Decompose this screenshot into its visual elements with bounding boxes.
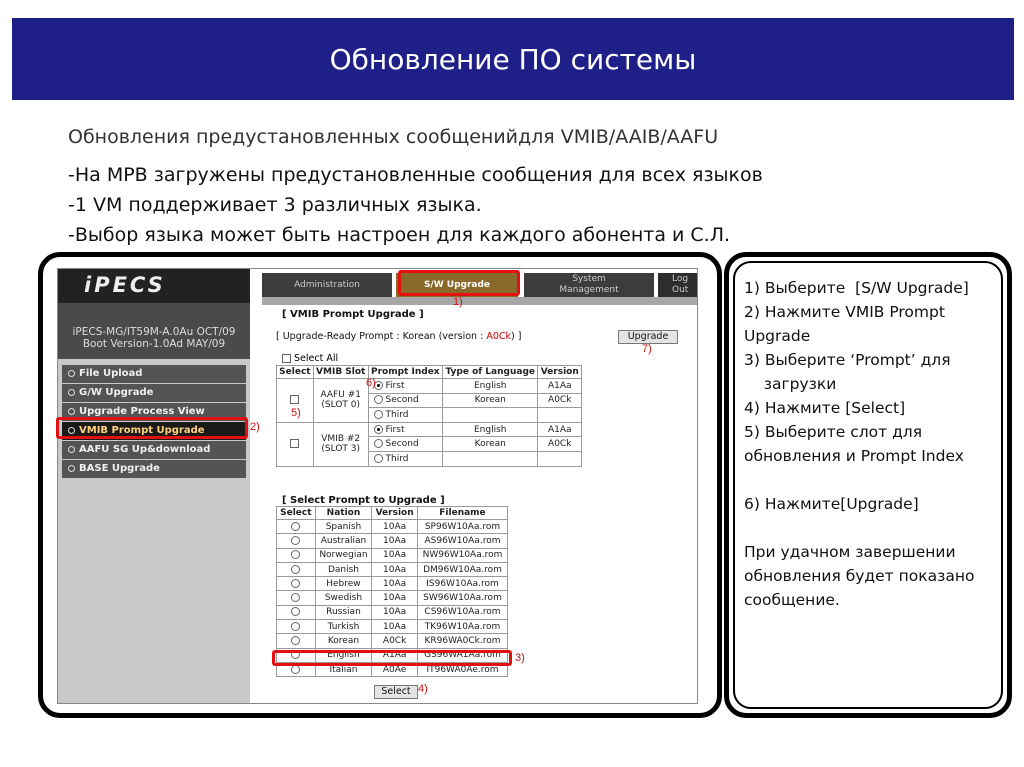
ipecs-web-admin (57, 268, 698, 704)
highlight-english-row (272, 650, 512, 666)
slot-name-cell: AAFU #1 (SLOT 0) (313, 379, 368, 423)
highlight-vmib-prompt-upgrade (56, 417, 248, 439)
prompt-index-radio[interactable] (374, 454, 383, 463)
table-row: Third (277, 408, 582, 423)
menu-item-vmib-prompt-upgrade[interactable]: VMIB Prompt Upgrade (62, 422, 246, 440)
menu-item-base-upgrade[interactable]: BASE Upgrade (62, 460, 246, 478)
intro-bullet: -1 VM поддерживает 3 различных языка. (68, 194, 482, 216)
table-row: English A1Aa GS96WA1Aa.rom (277, 648, 508, 662)
steps-list (744, 276, 1006, 612)
left-panel (58, 269, 250, 704)
step-item (744, 516, 1006, 540)
upgrade-ready-prompt: [ Upgrade-Ready Prompt : Korean (version : A0Ck) ] (276, 331, 522, 342)
menu-item-aafu-sg[interactable]: AAFU SG Up&download (62, 441, 246, 459)
header-strip (262, 297, 698, 305)
section-title-select-prompt: [ Select Prompt to Upgrade ] (282, 495, 445, 506)
prompt-radio[interactable] (291, 522, 300, 531)
prompt-index-radio[interactable] (374, 395, 383, 404)
intro-heading: Обновления предустановленных сообщенийдля VMIB/AAIB/AAFU (68, 126, 719, 148)
prompt-table: Select Nation Version Filename Spanish 10Aa SP96W10Aa.rom Australian 10Aa AS96W10Aa.rom Norwegian 10Aa NW96W10Aa.rom Danish 10Aa DM96W10Aa.rom Hebrew 10Aa IS96W10Aa.rom Swedish 10Aa SW96W10Aa.rom Russian 10Aa CS96W10Aa.rom Turkish 10Aa TK96W10Aa.rom Korean A0Ck KR96WA0Ck.rom English A1Aa GS96WA1Aa.rom Italian A0Ae IT96WA0Ae.rom (276, 506, 508, 677)
step-item: 4) Нажмите [Select] (744, 399, 906, 417)
logo-bar (58, 269, 250, 303)
callout-5: 5) (291, 407, 301, 419)
menu-item-upgrade-process-view[interactable]: Upgrade Process View (62, 403, 246, 421)
prompt-radio[interactable] (291, 536, 300, 545)
prompt-index-radio[interactable] (374, 410, 383, 419)
step-item: При удачном завершении обновления будет показано сообщение. (744, 543, 980, 609)
step-item: 1) Выберите [S/W Upgrade] (744, 279, 969, 297)
main-content (262, 297, 698, 704)
select-all-checkbox[interactable] (282, 354, 291, 363)
table-row: Third (277, 451, 582, 466)
slide-title: Обновление ПО системы (329, 42, 697, 76)
table-row: VMIB #2 (SLOT 3) First English A1Aa (277, 422, 582, 437)
slot-table: Select VMIB Slot Prompt Index Type of Language Version AAFU #1 (SLOT 0) First English A1Aa Second Korean A0Ck Third VMIB #2 (SLOT 3) First English A1Aa Second Korean A0Ck Third (276, 365, 582, 467)
table-row: Australian 10Aa AS96W10Aa.rom (277, 534, 508, 548)
step-item (744, 468, 1006, 492)
prompt-index-radio[interactable] (374, 439, 383, 448)
slot-name-cell: VMIB #2 (SLOT 3) (313, 422, 368, 466)
prompt-radio[interactable] (291, 622, 300, 631)
callout-4: 4) (418, 683, 428, 695)
callout-3: 3) (515, 652, 525, 664)
bullet-icon (68, 465, 75, 472)
callout-6: 6) (366, 377, 376, 389)
prompt-radio[interactable] (291, 607, 300, 616)
callout-2: 2) (250, 421, 260, 433)
prompt-radio[interactable] (291, 593, 300, 602)
step-item: 6) Нажмите[Upgrade] (744, 495, 919, 513)
slide-title-bar (12, 18, 1014, 100)
highlight-sw-upgrade (398, 270, 520, 296)
step-item: 2) Нажмите VMIB Prompt Upgrade (744, 303, 950, 345)
intro-block (68, 126, 763, 250)
callout-1: 1) (453, 296, 463, 308)
table-row: Italian A0Ae IT96WA0Ae.rom (277, 662, 508, 676)
step-item: 3) Выберите ‘Prompt’ для загрузки (744, 351, 951, 393)
menu-item-file-upload[interactable]: File Upload (62, 365, 246, 383)
prompt-radio[interactable] (291, 579, 300, 588)
menu-item-gw-upgrade[interactable]: G/W Upgrade (62, 384, 246, 402)
bullet-icon (68, 389, 75, 396)
table-row: Spanish 10Aa SP96W10Aa.rom (277, 520, 508, 534)
bullet-icon (68, 370, 75, 377)
table-row: Danish 10Aa DM96W10Aa.rom (277, 562, 508, 576)
intro-bullet: -Выбор языка может быть настроен для каждого абонента и С.Л. (68, 224, 731, 246)
table-row: Second Korean A0Ck (277, 393, 582, 408)
select-all: Select All (282, 353, 338, 364)
slot-checkbox[interactable] (290, 439, 299, 448)
slot-select-cell (277, 422, 314, 466)
prompt-radio[interactable] (291, 550, 300, 559)
table-row: Second Korean A0Ck (277, 437, 582, 452)
tab-system-management[interactable]: System Management (524, 273, 654, 297)
table-row: Turkish 10Aa TK96W10Aa.rom (277, 620, 508, 634)
table-row: AAFU #1 (SLOT 0) First English A1Aa (277, 379, 582, 394)
section-title-vmib: [ VMIB Prompt Upgrade ] (282, 309, 424, 320)
table-row: Swedish 10Aa SW96W10Aa.rom (277, 591, 508, 605)
table-row: Korean A0Ck KR96WA0Ck.rom (277, 634, 508, 648)
table-row: Hebrew 10Aa IS96W10Aa.rom (277, 577, 508, 591)
bullet-icon (68, 446, 75, 453)
slot-checkbox[interactable] (290, 395, 299, 404)
step-item: 5) Выберите слот для обновления и Prompt Index (744, 423, 964, 465)
intro-bullet: -На МРВ загружены предустановленные сообщения для всех языков (68, 164, 763, 186)
select-button[interactable]: Select (374, 685, 418, 699)
upgrade-button[interactable]: Upgrade (618, 330, 678, 344)
prompt-radio[interactable] (291, 636, 300, 645)
system-version: iPECS-MG/IT59M-A.0Au OCT/09 (72, 326, 236, 338)
system-info (58, 303, 250, 359)
prompt-index-radio[interactable] (374, 425, 383, 434)
bullet-icon (68, 408, 75, 415)
callout-7: 7) (642, 343, 652, 355)
ipecs-logo: iPECS (84, 273, 166, 297)
tab-administration[interactable]: Administration (262, 273, 392, 297)
boot-version: Boot Version-1.0Ad MAY/09 (82, 338, 226, 350)
prompt-radio[interactable] (291, 565, 300, 574)
table-row: Russian 10Aa CS96W10Aa.rom (277, 605, 508, 619)
tab-sw-upgrade[interactable]: S/W Upgrade (396, 273, 518, 297)
table-row: Norwegian 10Aa NW96W10Aa.rom (277, 548, 508, 562)
tab-logout[interactable]: Log Out (658, 273, 698, 297)
